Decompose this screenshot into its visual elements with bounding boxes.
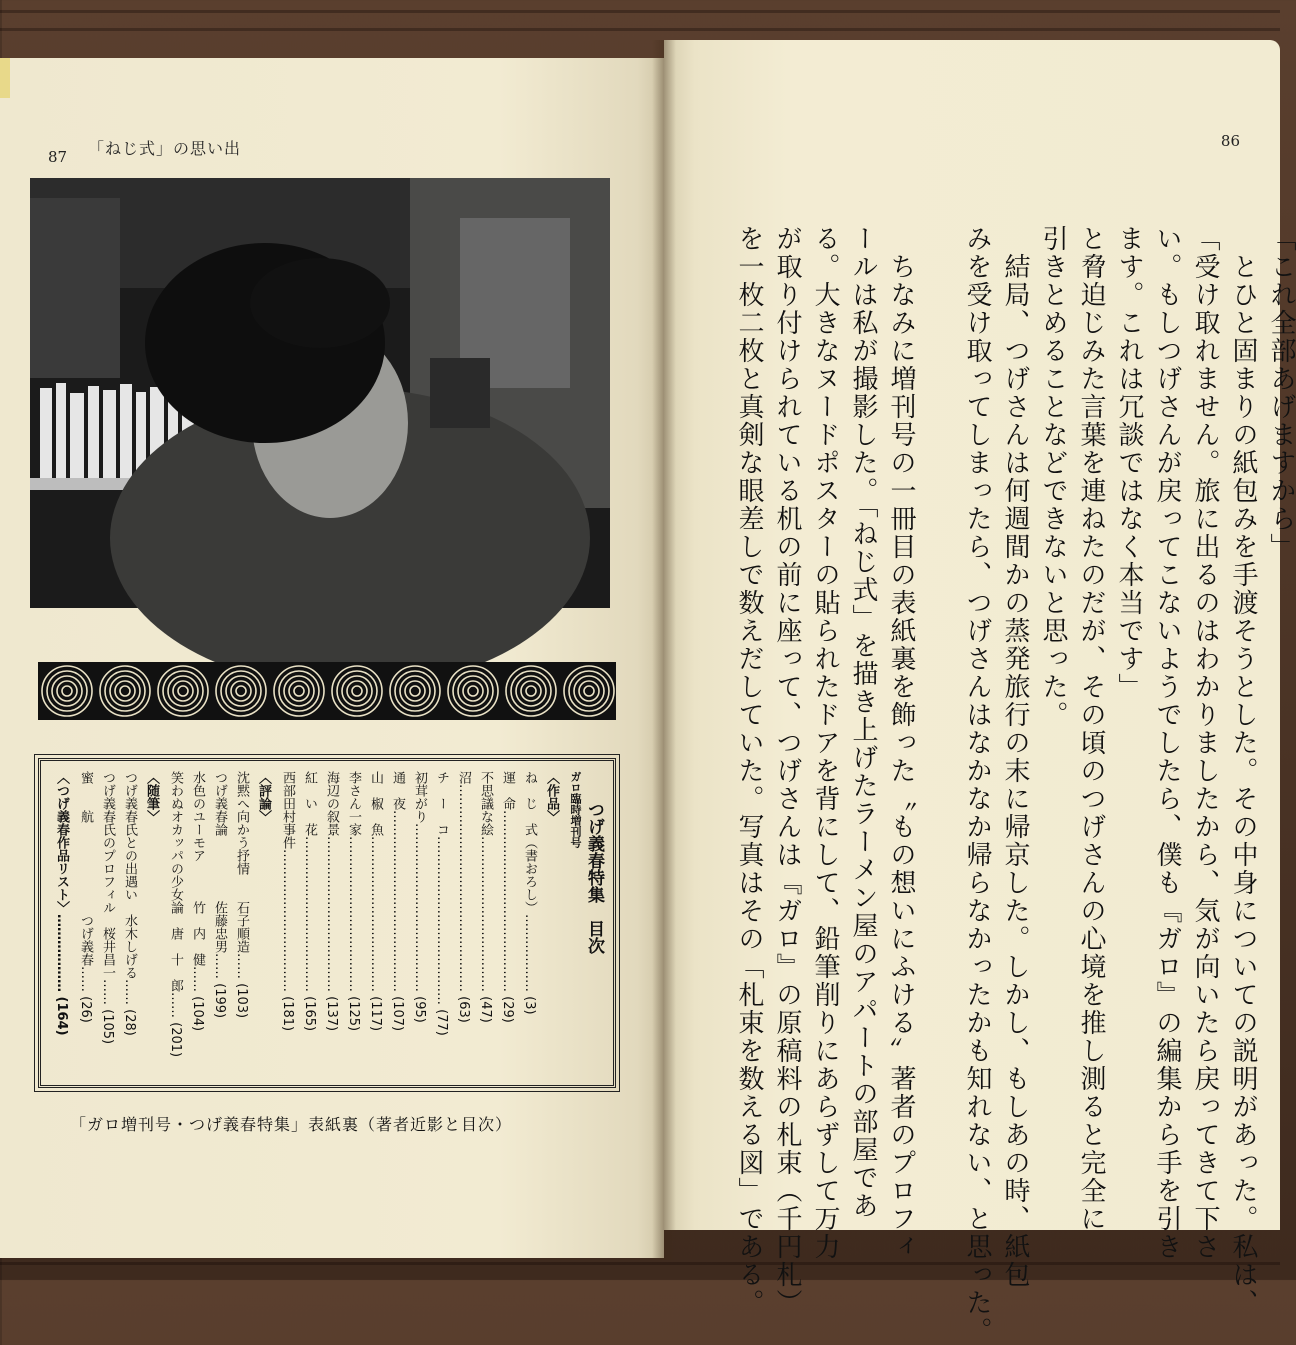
- text-line: が取り付けられている机の前に座って、つげさんは『ガロ』の原稿料の札束（千円札）: [772, 225, 802, 1317]
- toc-section-head: 〈つげ義春作品リスト〉……………… (164): [54, 771, 69, 1036]
- toc-section-head: 〈評論〉: [256, 771, 271, 823]
- toc-entry: 運 命…………………………………… (29): [500, 771, 515, 1023]
- page-number-left: 87: [48, 148, 68, 166]
- text-line: ます。これは冗談ではなく本当です」: [1114, 225, 1144, 701]
- toc-entry: 不思議な絵……………………………… (47): [478, 771, 493, 1023]
- toc-entry: 西部田村事件…………………………… (181): [280, 771, 295, 1032]
- toc-title-2: つげ義春特集 目次: [584, 801, 604, 954]
- toc-entry: 海辺の叙景……………………………… (137): [324, 771, 339, 1032]
- toc-entry: 蜜 航 つげ義春…… (26): [78, 771, 93, 1023]
- body-text: [694, 225, 1296, 1345]
- toc-entry: ね じ 式（書おろし）……………… (3): [522, 771, 537, 1015]
- text-line: 「受け取れません。旅に出るのはわかりましたから、気が向いたら戻ってきて下さ: [1190, 225, 1220, 1261]
- text-line: 結局、つげさんは何週間かの蒸発旅行の末に帰京した。しかし、もしあの時、紙包: [1000, 225, 1030, 1289]
- text-line: みを受け取ってしまったら、つげさんはなかなか帰らなかったかも知れない、と思った。: [962, 225, 992, 1345]
- toc-entry: 水色のユーモア 竹 内 健…… (104): [190, 771, 205, 1032]
- text-line: とひと固まりの紙包みを手渡そうとした。その中身についての説明があった。私は、: [1228, 225, 1258, 1317]
- text-line: ちなみに増刊号の一冊目の表紙裏を飾った〝もの想いにふける〟著者のプロフィ: [886, 225, 916, 1261]
- toc-section-head: 〈随筆〉: [144, 771, 159, 823]
- book-spine: [652, 40, 676, 1260]
- text-line: 「これ全部あげますから」: [1266, 225, 1296, 561]
- toc-entry: チ ー コ………………………………… (77): [434, 771, 449, 1036]
- toc-section-head: 〈作品〉: [544, 771, 559, 823]
- toc-entry: 初茸がり………………………………… (95): [412, 771, 427, 1023]
- page-edge: [0, 58, 10, 98]
- photo-caption: 「ガロ増刊号・つげ義春特集」表紙裏（著者近影と目次）: [70, 1115, 513, 1134]
- text-line: い。もしつげさんが戻ってこないようでしたら、僕も『ガロ』の編集から手を引き: [1152, 225, 1182, 1261]
- text-line: と脅迫じみた言葉を連ねたのだが、その頃のつげさんの心境を推し測ると完全に: [1076, 225, 1106, 1233]
- toc-entry: 通 夜…………………………………… (107): [390, 771, 405, 1032]
- toc-entry: つげ義春氏との出遇い 水木しげる…… (28): [122, 771, 137, 1036]
- text-line: る。大きなヌードポスターの貼られたドアを背にして、鉛筆削りにあらずして万力: [810, 225, 840, 1261]
- toc-entry: 山 椒 魚……………………………… (117): [368, 771, 383, 1032]
- toc-entry: 李さん一家……………………………… (125): [346, 771, 361, 1032]
- page-number-right: 86: [1220, 132, 1240, 150]
- author-photo: [30, 178, 610, 608]
- toc-entry: つげ義春氏のプロフィル 桜井昌一…… (105): [100, 771, 115, 1045]
- running-head: 「ねじ式」の思い出: [88, 139, 242, 158]
- table-of-contents: [38, 758, 616, 1088]
- decorative-band: [38, 662, 616, 720]
- toc-entry: 笑わぬオカッパの少女論 唐 十 郎…… (201): [168, 771, 183, 1058]
- text-line: ールは私が撮影した。「ねじ式」を描き上げたラーメン屋のアパートの部屋であ: [848, 225, 878, 1220]
- toc-entry: 沼………………………………………… (63): [456, 771, 471, 1023]
- toc-entry: つげ義春論 佐藤忠男…… (199): [212, 771, 227, 1019]
- toc-entry: 紅 い 花……………………………… (165): [302, 771, 317, 1032]
- left-page: [0, 58, 664, 1258]
- text-line: 引きとめることなどできないと思った。: [1038, 225, 1068, 729]
- toc-entry: 沈黙へ向かう抒情 石子順造…… (103): [234, 771, 249, 1019]
- text-line: を一枚二枚と真剣な眼差しで数えだしていた。写真はその「札束を数える図」である。: [734, 225, 764, 1317]
- toc-title-1: ガロ臨時増刊号: [569, 771, 582, 848]
- right-page: [664, 40, 1296, 1345]
